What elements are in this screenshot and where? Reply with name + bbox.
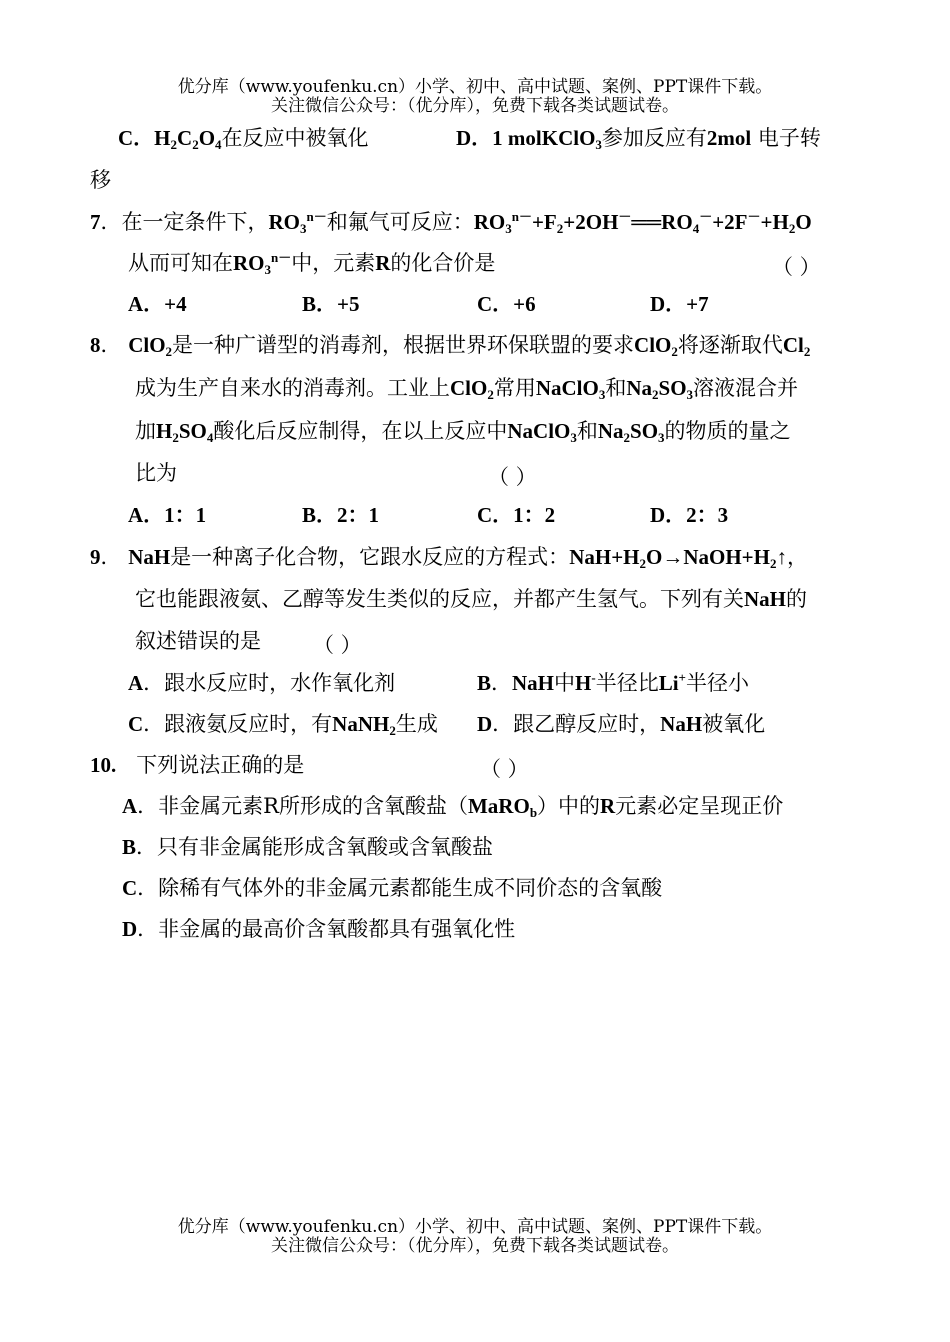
q7-number: 7 (90, 210, 101, 234)
page-header (0, 78, 950, 116)
q7-option-b: B．+5 (302, 292, 360, 316)
q7-option-a: A．+4 (128, 292, 187, 316)
q8-option-a: A．1：1 (128, 503, 207, 527)
footer-line-2: 关注微信公众号：（优分库），免费下载各类试题试卷。 (271, 1236, 679, 1256)
q6-option-c: C．$H_2C_2O_4$在反应中被氧化 (118, 126, 369, 152)
page-footer (0, 1218, 950, 1256)
q8-answer-paren: （ ） (488, 465, 537, 489)
q7-stem: 7．在一定条件下，$RO_3^{n-}$和氟气可反应：$RO_3^{n-}+F_2+2OH^-══RO_4^-+2F^-+H_2O$ (90, 209, 812, 236)
header-line-1: 优分库（www.youfenku.cn）小学、初中、高中试题、案例、PPT课件下载。 (177, 77, 773, 97)
q9-stem-line-3: 叙述错误的是 (135, 629, 261, 653)
q6-option-c-letter: C (118, 126, 134, 150)
q8-option-d: D．2：3 (650, 503, 729, 527)
q9-option-b: B．NaH中H-半径比Li+半径小 (477, 670, 749, 695)
q8-option-b: B．2：1 (302, 503, 380, 527)
q8-stem-line-3: 加$H_2SO_4$酸化后反应制得，在以上反应中NaClO$_3$和$Na_2SO_3$的物质的量之 (135, 419, 791, 445)
q10-number: 10. (90, 753, 117, 777)
q6-option-d: D．1 molKClO$_3$参加反应有2mol 电子转 (456, 126, 821, 152)
q10-option-c: C．除稀有气体外的非金属元素都能生成不同价态的含氧酸 (122, 876, 663, 900)
q10-answer-paren: （ ） (480, 757, 529, 781)
q8-option-c: C．1：2 (477, 503, 556, 527)
footer-line-1: 优分库（www.youfenku.cn）小学、初中、高中试题、案例、PPT课件下载。 (177, 1217, 773, 1237)
q7-option-d: D．+7 (650, 292, 709, 316)
q6-option-d-cont: 移 (90, 168, 111, 192)
q9-number: 9 (90, 545, 101, 569)
q7-option-c: C．+6 (477, 292, 536, 316)
q9-option-d: D．跟乙醇反应时，NaH被氧化 (477, 712, 766, 736)
q9-option-a: A．跟水反应时，水作氧化剂 (128, 671, 396, 695)
q10-option-d: D．非金属的最高价含氧酸都具有强氧化性 (122, 917, 516, 941)
q9-stem-line-2: 它也能跟液氨、乙醇等发生类似的反应，并都产生氢气。下列有关NaH的 (135, 587, 807, 611)
q10-stem-text: 下列说法正确的是 (136, 753, 305, 777)
q6-option-d-letter: D (456, 126, 472, 150)
q6-option-c-text: 在反应中被氧化 (221, 126, 369, 150)
q10-option-a: A．非金属元素R所形成的含氧酸盐（MaRO$_b$）中的R元素必定呈现正价 (122, 794, 784, 820)
q9-stem-line-1: 9． NaH是一种离子化合物，它跟水反应的方程式：$NaH+H_2O\to NaOH+H_2↑$， (90, 545, 808, 571)
q8-stem-line-4: 比为 (135, 461, 177, 485)
q9-answer-paren: （ ） (313, 633, 362, 657)
q7-stem-2: 从而可知在$RO_3^{n-}$中，元素R的化合价是 (128, 250, 496, 277)
q7-answer-paren: （ ） (772, 255, 821, 279)
q10-option-b: B．只有非金属能形成含氧酸或含氧酸盐 (122, 835, 494, 859)
q9-option-c: C．跟液氨反应时，有NaNH$_2$生成 (128, 712, 438, 738)
header-line-2: 关注微信公众号：（优分库），免费下载各类试题试卷。 (271, 96, 679, 116)
q8-stem-line-1: 8． ClO$_2$是一种广谱型的消毒剂，根据世界环保联盟的要求ClO$_2$将逐渐取代$Cl_2$ (90, 333, 811, 359)
q8-number: 8 (90, 333, 101, 357)
q8-stem-line-2: 成为生产自来水的消毒剂。工业上ClO$_2$常用NaClO$_3$和$Na_2SO_3$溶液混合并 (135, 376, 799, 402)
q10-stem (90, 753, 304, 777)
